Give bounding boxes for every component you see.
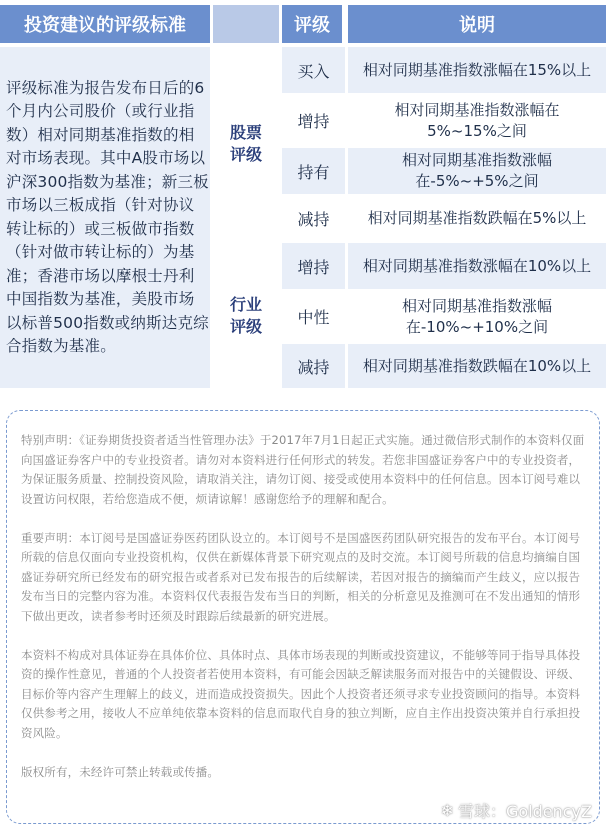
rating-cell: 持有	[282, 148, 345, 194]
description-cell: 相对同期基准指数涨幅在10%以上	[348, 243, 606, 289]
general-statement: 本资料不构成对具体证券在具体价位、具体时点、具体市场表现的判断或投资建议，不能够等同于指导具体投资的操作性意见，普通的个人投资者若使用本资料，有可能会因缺乏解读服务而对报告中的关键假设、评级、目标价等内容产生理解上的歧义，进而造成投资损失。因此个人投资者还须寻求专业投资顾问的指导。本资料仅供参考之用，接收人不应单纯依靠本资料的信息而取代自身的独立判断，应自主作出投资决策并自行承担投资风险。	[21, 647, 581, 740]
rating-cell: 买入	[282, 47, 345, 93]
important-statement: 重要声明：本订阅号是国盛证券医药团队设立的。本订阅号不是国盛医药团队研究报告的发布平台。本订阅号所载的信息仅面向专业投资机构，仅供在新媒体背景下研究观点的及时交流。本订阅号所载的信息均摘编自国盛证券研究所已经发布的研究报告或者系对已发布报告的后续解读，若因对报告的摘编而产生歧义，应以报告发布当日的完整内容为准。本资料仅代表报告发布当日的判断，相关的分析意见及推测可在不发出通知的情形下做出更改，读者参考时还须及时跟踪后续最新的研究进展。	[21, 530, 581, 623]
header-description: 说明	[348, 5, 606, 43]
description-cell: 相对同期基准指数跌幅在5%以上	[348, 197, 606, 240]
header-basis: 投资建议的评级标准	[0, 5, 210, 43]
rating-cell: 减持	[282, 197, 345, 240]
rating-cell: 中性	[282, 292, 345, 341]
disclaimer-box	[6, 410, 600, 824]
rating-cell: 增持	[282, 243, 345, 289]
header-rating: 评级	[282, 5, 342, 43]
rating-cell: 增持	[282, 96, 345, 145]
category-industry-rating: 行业评级	[213, 243, 279, 388]
watermark	[441, 799, 592, 822]
description-cell: 相对同期基准指数涨幅在-10%~+10%之间	[348, 292, 606, 341]
category-stock-rating: 股票评级	[213, 47, 279, 240]
description-cell: 相对同期基准指数涨幅在15%以上	[348, 47, 606, 93]
header-category-spacer	[213, 5, 279, 43]
description-cell: 相对同期基准指数跌幅在10%以上	[348, 344, 606, 388]
snowball-icon: ❄	[440, 801, 454, 820]
basis-text: 评级标准为报告发布日后的6个月内公司股价（或行业指数）相对同期基准指数的相对市场表现。其中A股市场以沪深300指数为基准；新三板市场以三板成指（针对协议转让标的）或三板做市指数（针对做市转让标的）为基准；香港市场以摩根士丹利中国指数为基准，美股市场以标普500指数或纳斯达克综合指数为基准。	[6, 78, 209, 355]
description-cell: 相对同期基准指数涨幅在-5%~+5%之间	[348, 148, 606, 194]
rating-cell: 减持	[282, 344, 345, 388]
basis-cell	[0, 47, 210, 388]
special-statement: 特别声明：《证券期货投资者适当性管理办法》于2017年7月1日起正式实施。通过微信形式制作的本资料仅面向国盛证券客户中的专业投资者。请勿对本资料进行任何形式的转发。若您非国盛证券客户中的专业投资者，为保证服务质量、控制投资风险，请取消关注，请勿订阅、接受或使用本资料中的任何信息。因本订阅号难以设置访问权限，若给您造成不便，烦请谅解！感谢您给予的理解和配合。	[21, 433, 585, 506]
copyright-statement: 版权所有，未经许可禁止转载或传播。	[21, 764, 220, 779]
description-cell: 相对同期基准指数涨幅在5%~15%之间	[348, 96, 606, 145]
watermark-text: 雪球：GoldencyZ	[457, 802, 592, 821]
